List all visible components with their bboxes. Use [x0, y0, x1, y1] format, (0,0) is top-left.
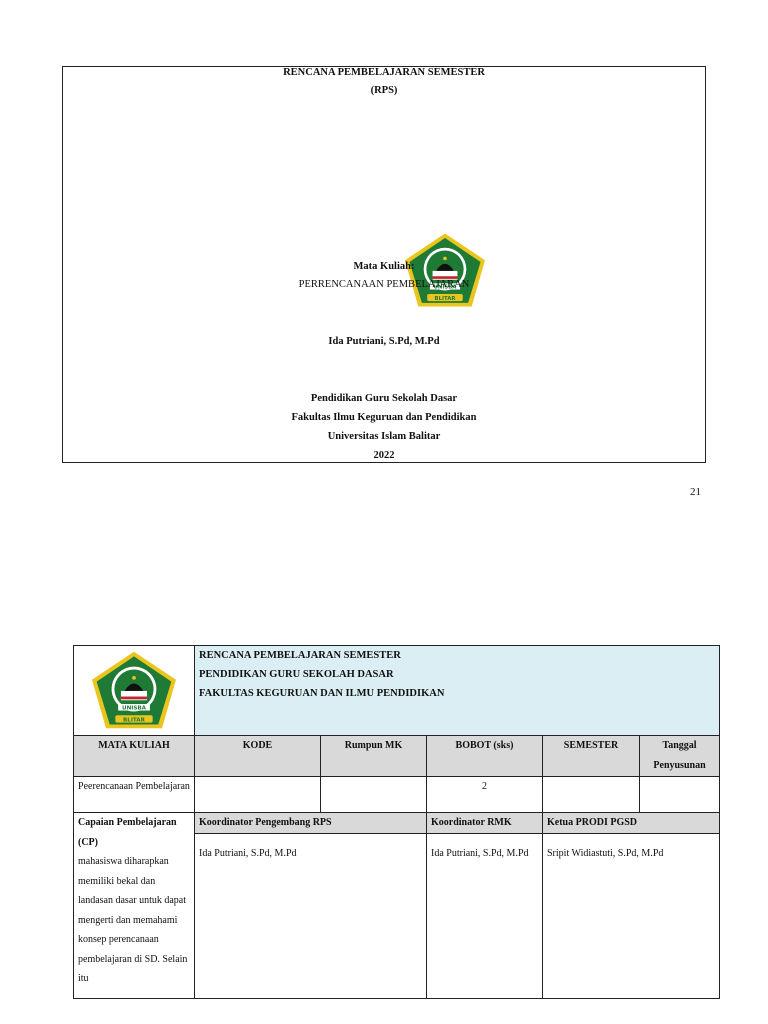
col-kode: KODE	[195, 736, 321, 777]
page-number: 21	[690, 486, 701, 498]
label-ketua-prodi: Ketua PRODI PGSD	[543, 813, 720, 834]
col-rumpun: Rumpun MK	[321, 736, 427, 777]
university-logo-small	[85, 648, 183, 732]
header-logo-cell	[74, 646, 195, 736]
cell-kode	[195, 777, 321, 813]
label-koordinator-rps: Koordinator Pengembang RPS	[195, 813, 427, 834]
cover-year: 2022	[373, 450, 395, 461]
cell-semester	[543, 777, 640, 813]
col-mata-kuliah: MATA KULIAH	[74, 736, 195, 777]
program-name: Pendidikan Guru Sekolah Dasar	[310, 393, 458, 404]
cp-cell	[74, 813, 195, 999]
name-ketua-prodi: Sripit Widiastuti, S.Pd, M.Pd	[543, 834, 720, 999]
course-label: Mata Kuliah:	[353, 261, 415, 272]
name-koordinator-rps: Ida Putriani, S.Pd, M.Pd	[195, 834, 427, 999]
university-name: Universitas Islam Balitar	[327, 431, 441, 442]
lecturer-name: Ida Putriani, S.Pd, M.Pd	[328, 336, 440, 347]
col-tanggal: Tanggal Penyusunan	[640, 736, 720, 777]
col-semester: SEMESTER	[543, 736, 640, 777]
cover-title: RENCANA PEMBELAJARAN SEMESTER	[283, 67, 485, 78]
course-name: PERRENCANAAN PEMBELAJARAN	[298, 279, 470, 290]
cover-box	[62, 66, 706, 463]
cell-rumpun	[321, 777, 427, 813]
header-line-2: PENDIDIKAN GURU SEKOLAH DASAR	[199, 669, 394, 680]
cp-text: mahasiswa diharapkan memiliki bekal dan landasan dasar untuk dapat mengerti dan memahami konsep perencanaan pembelajaran di SD. Selain itu	[78, 856, 188, 984]
col-bobot: BOBOT (sks)	[427, 736, 543, 777]
cell-tanggal	[640, 777, 720, 813]
name-koordinator-rmk: Ida Putriani, S.Pd, M.Pd	[427, 834, 543, 999]
rps-header	[195, 646, 720, 736]
cell-bobot: 2	[427, 777, 543, 813]
cover-subtitle: (RPS)	[370, 85, 398, 96]
cell-mata-kuliah: Peerencanaan Pembelajaran	[74, 777, 195, 813]
header-line-1: RENCANA PEMBELAJARAN SEMESTER	[199, 650, 401, 661]
header-line-3: FAKULTAS KEGURUAN DAN ILMU PENDIDIKAN	[199, 688, 445, 699]
rps-table	[73, 645, 720, 999]
cp-title: Capaian Pembelajaran (CP)	[78, 817, 177, 848]
faculty-name: Fakultas Ilmu Keguruan dan Pendidikan	[291, 412, 477, 423]
label-koordinator-rmk: Koordinator RMK	[427, 813, 543, 834]
